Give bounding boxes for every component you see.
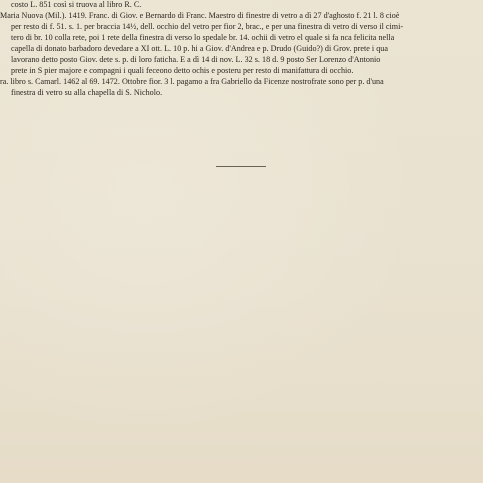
text-line: per resto di f. 51. s. 1. per braccia 14½, dell. occhio del vetro per fior 2, brac., e per una finestra di vetro di verso il cimi- (11, 22, 404, 31)
text-line: ra. libro s. Camarl. 1462 al 69. 1472. Ottobre fior. 3 l. pagamo a fra Gabriello da Ficenze nostrofrate sono per p. d'una (0, 77, 384, 86)
text-line: tero di br. 10 colla rete, poi 1 rete della finestra di verso lo spedale br. 14. ochii di vetro el quale si fa nca felicita nella (11, 33, 395, 42)
text-line: lavorano detto posto Giov. dete s. p. di loro faticha. E a dì 14 di nov. L. 32 s. 18 d. 9 posto Ser Lorenzo d'Antonio (11, 55, 381, 64)
text-line: costo L. 851 così si truova al libro R. C. (11, 0, 142, 9)
section-divider (216, 166, 266, 167)
text-line: prete in S pier majore e compagni i quali feceono detto ochis e posteru per resto di manifattura di occhio. (11, 66, 354, 75)
text-line: Maria Nuova (Mil.). 1419. Franc. di Giov. e Bernardo di Franc. Maestro di finestre di vetro a dì 27 d'aghosto f. 21 l. 8 cioè (0, 11, 400, 20)
text-line: finestra di vetro su alla chapella di S. Nicholo. (11, 88, 163, 97)
text-line: capella di donato barbadoro devedare a XI ott. L. 10 p. hi a Giov. d'Andrea e p. Drudo (Guido?) di Grov. prete i qua (11, 44, 388, 53)
